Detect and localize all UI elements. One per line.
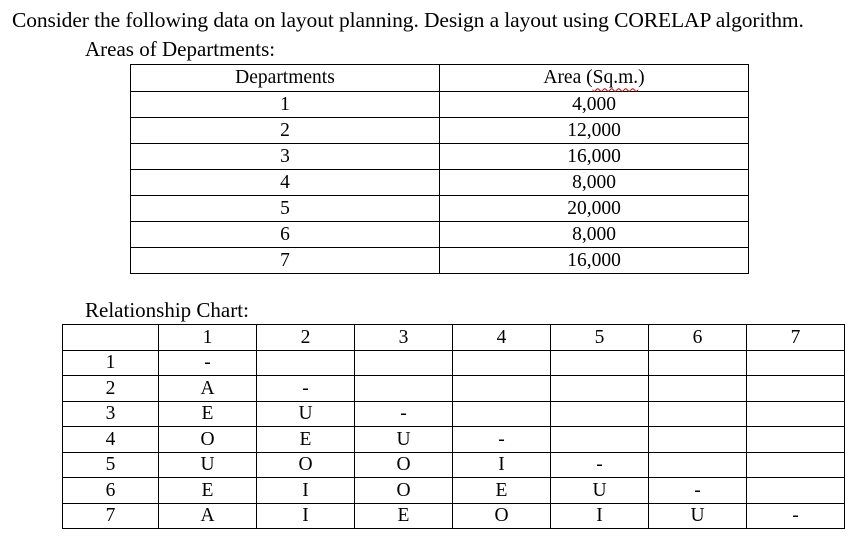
relationship-row-label: 3 — [63, 401, 159, 427]
department-number: 6 — [131, 222, 440, 248]
table-row — [63, 376, 845, 402]
relationship-cell — [551, 427, 649, 453]
relationship-cell — [747, 478, 845, 504]
relationship-cell: U — [257, 401, 355, 427]
relationship-row-label: 5 — [63, 452, 159, 478]
relationship-cell: E — [257, 427, 355, 453]
department-area: 8,000 — [440, 170, 749, 196]
relationship-cell — [649, 401, 747, 427]
department-number: 4 — [131, 170, 440, 196]
relationship-cell: - — [453, 427, 551, 453]
relationship-cell — [551, 350, 649, 376]
relationship-cell: E — [159, 478, 257, 504]
relationship-cell — [747, 350, 845, 376]
relationship-cell — [747, 452, 845, 478]
department-area: 12,000 — [440, 118, 749, 144]
table-row — [131, 92, 749, 118]
areas-header-row — [131, 65, 749, 92]
relationship-column-header: 1 — [159, 325, 257, 351]
relationship-cell: O — [355, 478, 453, 504]
table-row — [63, 401, 845, 427]
table-row — [63, 350, 845, 376]
relationship-cell — [355, 376, 453, 402]
table-row — [131, 248, 749, 274]
relationship-column-header: 3 — [355, 325, 453, 351]
relationship-chart-table — [62, 324, 845, 529]
departments-column-header: Departments — [131, 65, 440, 92]
relationship-cell: I — [257, 478, 355, 504]
table-row — [63, 503, 845, 529]
relationship-row-label: 7 — [63, 503, 159, 529]
relationship-cell — [649, 350, 747, 376]
relationship-cell: - — [551, 452, 649, 478]
relationship-cell: U — [551, 478, 649, 504]
areas-table — [130, 64, 749, 274]
table-row — [131, 118, 749, 144]
relationship-row-label: 6 — [63, 478, 159, 504]
relationship-cell: I — [453, 452, 551, 478]
relationship-cell — [355, 350, 453, 376]
relationship-cell: O — [159, 427, 257, 453]
relationship-cell: - — [355, 401, 453, 427]
area-column-header: Area (Sq.m.) — [440, 65, 749, 92]
department-area: 8,000 — [440, 222, 749, 248]
relationship-cell: O — [355, 452, 453, 478]
relationship-row-label: 1 — [63, 350, 159, 376]
relationship-cell — [747, 427, 845, 453]
relationship-cell — [257, 350, 355, 376]
relationship-cell: O — [257, 452, 355, 478]
relationship-cell — [747, 401, 845, 427]
relationship-cell: A — [159, 376, 257, 402]
spellcheck-mark: Sq.m. — [592, 67, 639, 89]
relationship-cell: U — [355, 427, 453, 453]
relationship-cell — [747, 376, 845, 402]
relationship-cell: U — [649, 503, 747, 529]
relationship-column-header: 5 — [551, 325, 649, 351]
relationship-cell — [551, 376, 649, 402]
relationship-cell: I — [257, 503, 355, 529]
department-area: 20,000 — [440, 196, 749, 222]
problem-statement: Consider the following data on layout planning. Design a layout using CORELAP algorithm. — [12, 8, 804, 32]
department-number: 7 — [131, 248, 440, 274]
department-number: 1 — [131, 92, 440, 118]
table-row — [63, 452, 845, 478]
table-row — [131, 144, 749, 170]
relationship-cell: E — [159, 401, 257, 427]
areas-heading: Areas of Departments: — [85, 37, 276, 61]
table-row — [131, 222, 749, 248]
relationship-cell — [649, 452, 747, 478]
relationship-cell — [453, 376, 551, 402]
relationship-column-header: 4 — [453, 325, 551, 351]
relationship-cell: I — [551, 503, 649, 529]
department-area: 16,000 — [440, 144, 749, 170]
relationship-row-label: 4 — [63, 427, 159, 453]
relationship-column-header: 7 — [747, 325, 845, 351]
relationship-cell — [551, 401, 649, 427]
relationship-cell: - — [257, 376, 355, 402]
relationship-cell: - — [159, 350, 257, 376]
table-row — [63, 427, 845, 453]
relationship-heading: Relationship Chart: — [85, 298, 249, 322]
relationship-cell — [649, 427, 747, 453]
department-area: 16,000 — [440, 248, 749, 274]
relationship-cell — [453, 401, 551, 427]
relationship-row-label: 2 — [63, 376, 159, 402]
relationship-header-row — [63, 325, 845, 351]
department-number: 3 — [131, 144, 440, 170]
relationship-cell: A — [159, 503, 257, 529]
relationship-column-header: 6 — [649, 325, 747, 351]
relationship-cell — [453, 350, 551, 376]
relationship-cell: E — [453, 478, 551, 504]
relationship-cell: E — [355, 503, 453, 529]
relationship-cell: O — [453, 503, 551, 529]
department-area: 4,000 — [440, 92, 749, 118]
table-row — [63, 478, 845, 504]
table-row — [131, 196, 749, 222]
relationship-column-header — [63, 325, 159, 351]
relationship-cell — [649, 376, 747, 402]
relationship-column-header: 2 — [257, 325, 355, 351]
relationship-cell: U — [159, 452, 257, 478]
relationship-cell: - — [649, 478, 747, 504]
table-row — [131, 170, 749, 196]
department-number: 2 — [131, 118, 440, 144]
department-number: 5 — [131, 196, 440, 222]
relationship-cell: - — [747, 503, 845, 529]
